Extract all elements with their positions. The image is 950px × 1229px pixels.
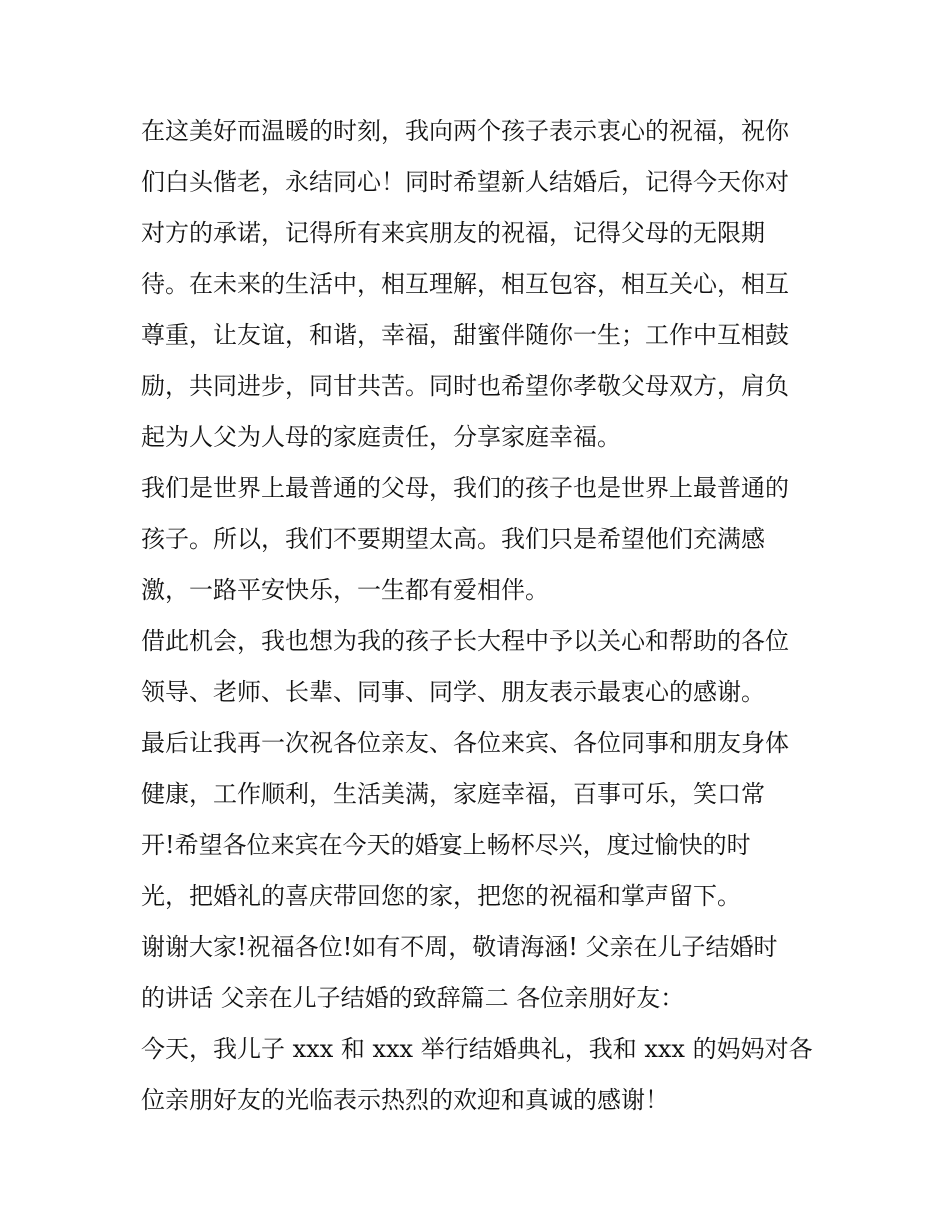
text-line: 最后让我再一次祝各位亲友、各位来宾、各位同事和朋友身体: [141, 729, 789, 757]
text-line: 健康，工作顺利，生活美满，家庭幸福，百事可乐，笑口常: [141, 780, 765, 808]
text-line: 待。在未来的生活中，相互理解，相互包容，相互关心，相互: [141, 270, 789, 298]
text-line: 谢谢大家!祝福各位!如有不周，敬请海涵! 父亲在儿子结婚时: [141, 933, 778, 961]
text-line: 对方的承诺，记得所有来宾朋友的祝福，记得父母的无限期: [141, 219, 765, 247]
text-line: 今天，我儿子 xxx 和 xxx 举行结婚典礼，我和 xxx 的妈妈对各: [141, 1035, 813, 1063]
text-line: 的讲话 父亲在儿子结婚的致辞篇二 各位亲朋好友：: [141, 984, 685, 1012]
text-line: 孩子。所以，我们不要期望太高。我们只是希望他们充满感: [141, 525, 765, 553]
text-line: 光，把婚礼的喜庆带回您的家，把您的祝福和掌声留下。: [141, 882, 741, 910]
text-line: 我们是世界上最普通的父母，我们的孩子也是世界上最普通的: [141, 474, 789, 502]
text-line: 激，一路平安快乐，一生都有爱相伴。: [141, 576, 549, 604]
text-line: 位亲朋好友的光临表示热烈的欢迎和真诚的感谢！: [141, 1086, 669, 1114]
document-body: [141, 106, 831, 1126]
text-line: 起为人父为人母的家庭责任，分享家庭幸福。: [141, 423, 621, 451]
text-line: 领导、老师、长辈、同事、同学、朋友表示最衷心的感谢。: [141, 678, 765, 706]
text-line: 们白头偕老，永结同心！同时希望新人结婚后，记得今天你对: [141, 168, 789, 196]
text-line: 开!希望各位来宾在今天的婚宴上畅杯尽兴，度过愉快的时: [141, 831, 751, 859]
text-line: 在这美好而温暖的时刻，我向两个孩子表示衷心的祝福，祝你: [141, 117, 789, 145]
text-line: 借此机会，我也想为我的孩子长大程中予以关心和帮助的各位: [141, 627, 789, 655]
text-line: 尊重，让友谊，和谐，幸福，甜蜜伴随你一生；工作中互相鼓: [141, 321, 789, 349]
text-line: 励，共同进步，同甘共苦。同时也希望你孝敬父母双方，肩负: [141, 372, 789, 400]
